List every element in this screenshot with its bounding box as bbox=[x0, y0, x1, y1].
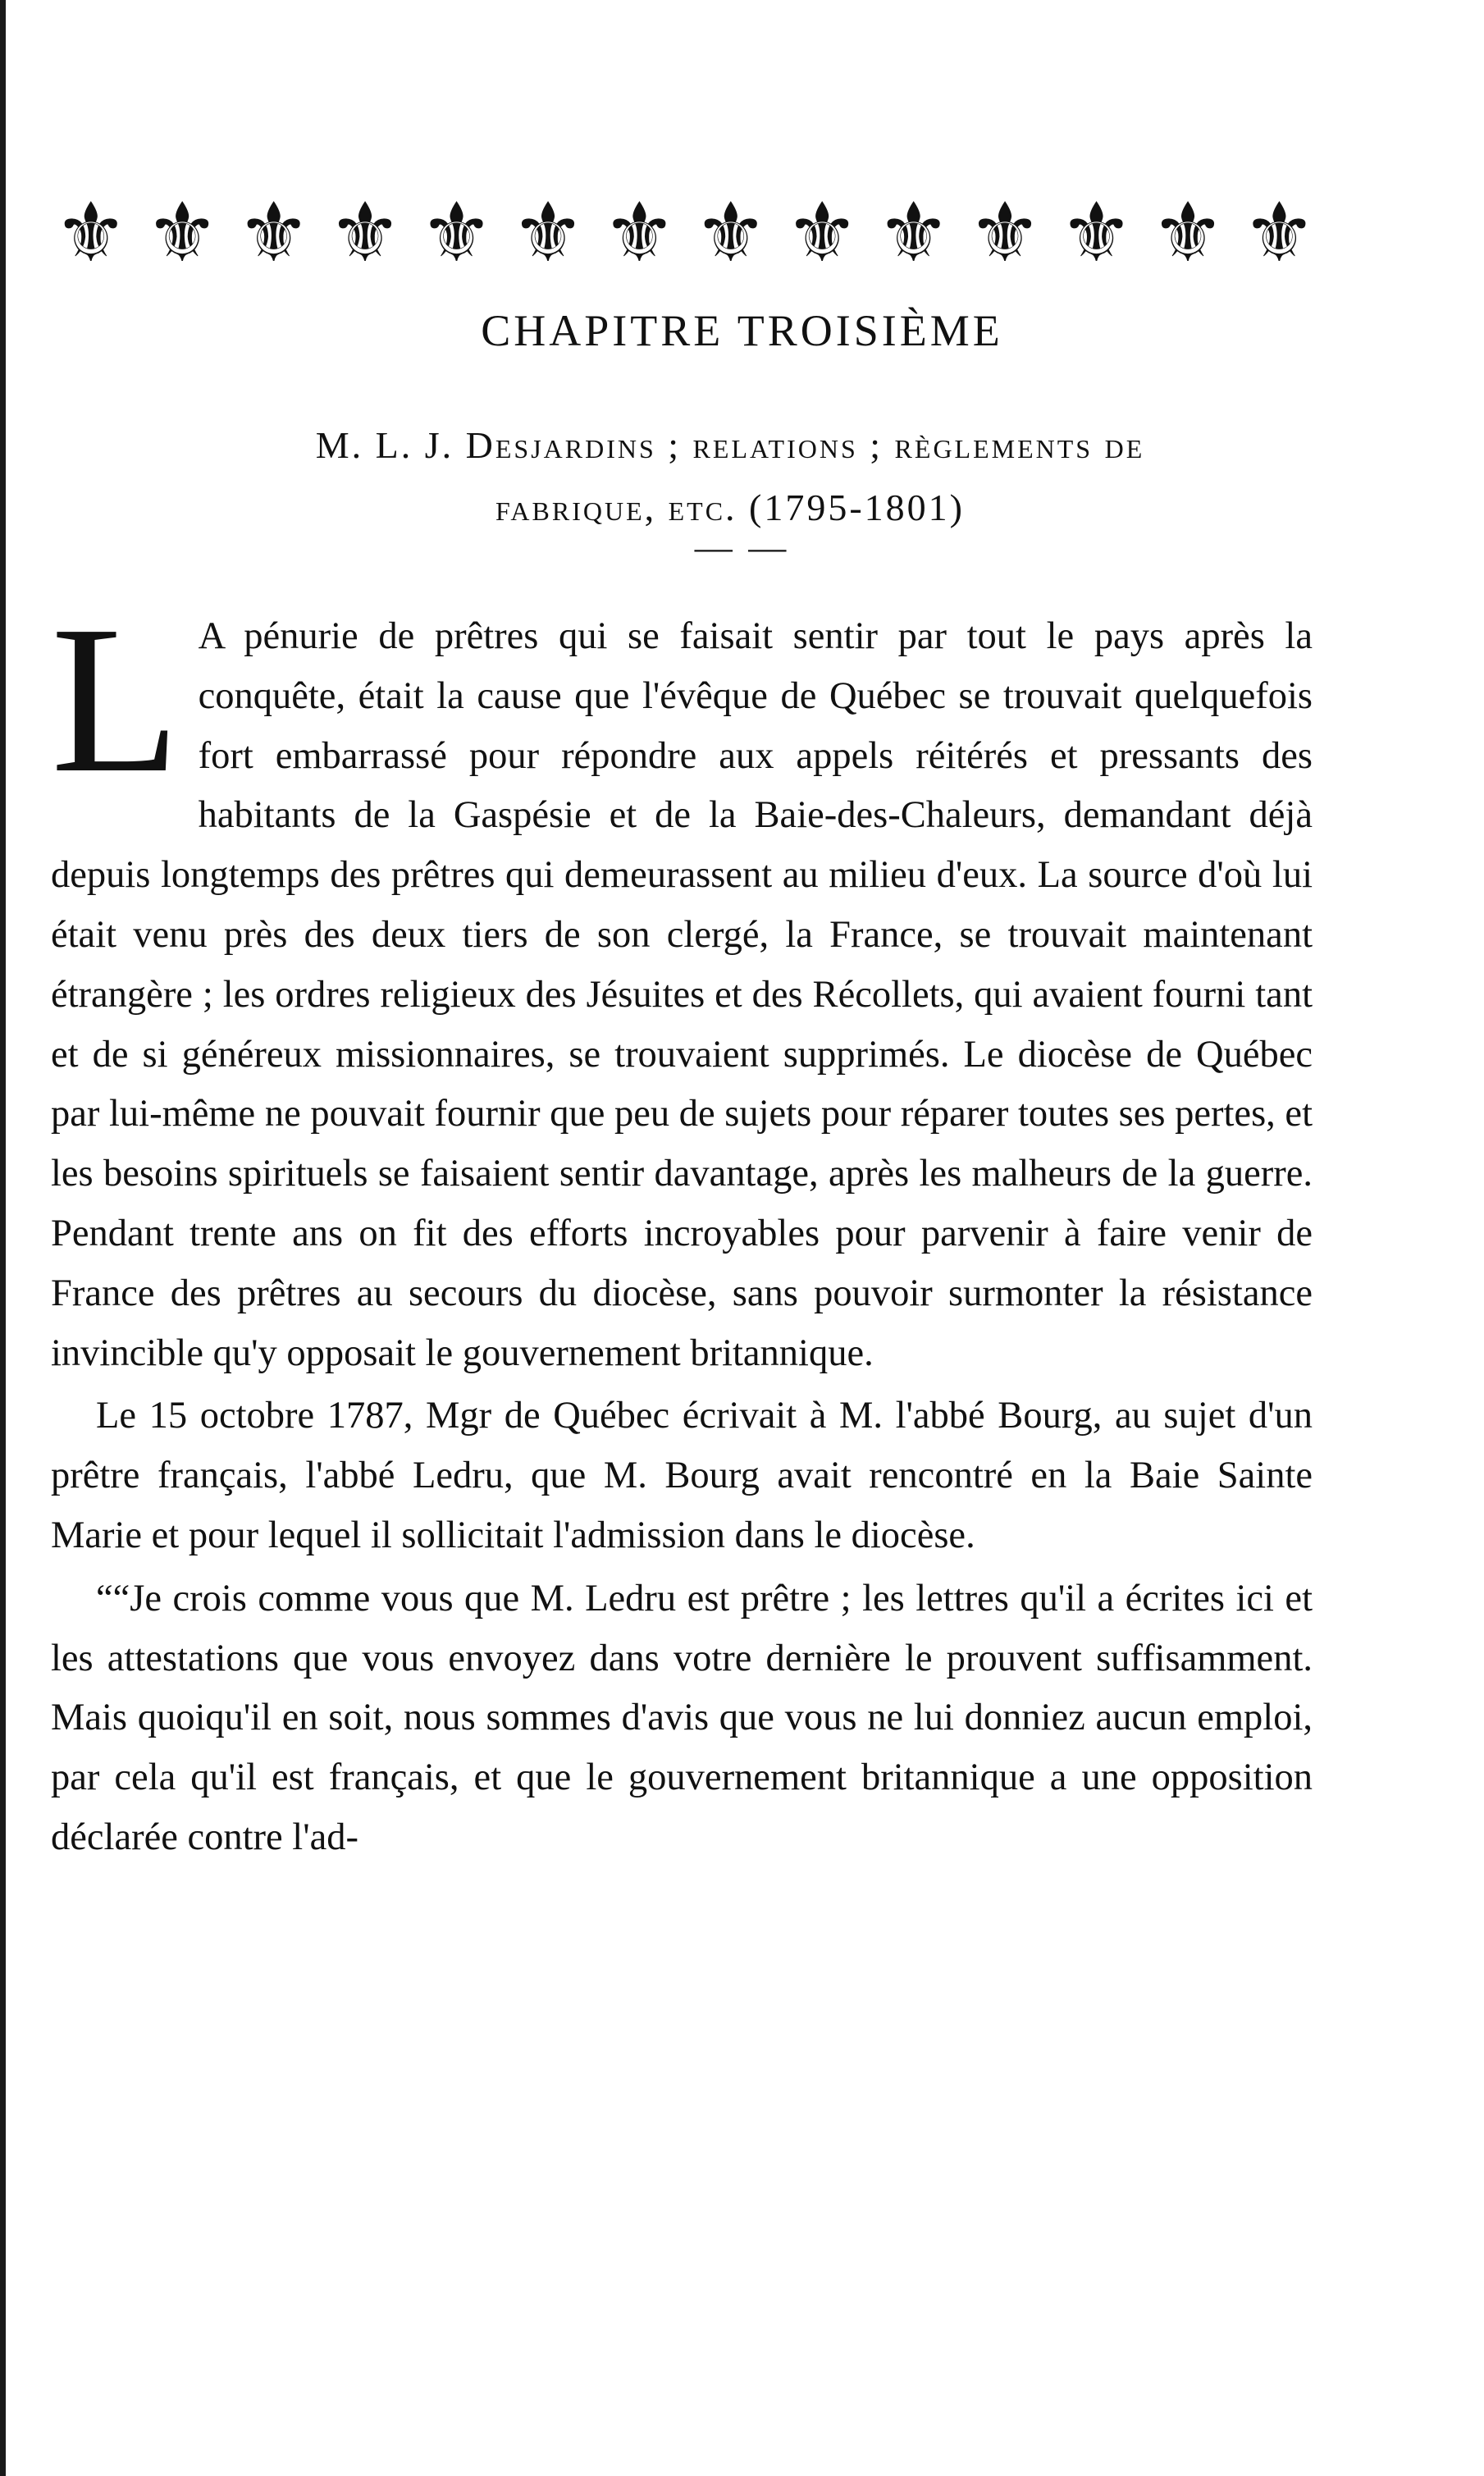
page-left-border bbox=[0, 0, 6, 2476]
fleur-de-lis-icon: ⚜ bbox=[968, 189, 1042, 279]
fleur-de-lis-icon: ⚜ bbox=[328, 189, 402, 279]
section-separator: — — bbox=[694, 526, 790, 568]
fleur-de-lis-ornament-row bbox=[45, 189, 1325, 279]
fleur-de-lis-icon: ⚜ bbox=[1242, 189, 1317, 279]
chapter-subtitle bbox=[90, 414, 1370, 539]
paragraph-1-text: A pénurie de prêtres qui se faisait sentir par tout le pays après la conquête, était la cause que l'évêque de Québec se trouvait quelquefois fort embarrassé pour répondre aux appels réitérés et pressants des habitants de la Gaspésie et de la Baie-des-Chaleurs, demandant déjà depuis longtemps des prêtres qui demeurassent au milieu d'eux. La source d'où lui était venu près des deux tiers de son clergé, la France, se trouvait maintenant étrangère ; les ordres religieux des Jésuites et des Récollets, qui avaient fourni tant et de si généreux missionnaires, se trouvaient supprimés. Le diocèse de Québec par lui-même ne pouvait fournir que peu de sujets pour réparer toutes ses pertes, et les besoins spirituels se faisaient sentir davantage, après les malheurs de la guerre. Pendant trente ans on fit des efforts incroyables pour parvenir à faire venir de France des prêtres au secours du diocèse, sans pouvoir surmonter la résistance invincible qu'y opposait le gouvernement britannique. bbox=[51, 615, 1313, 1374]
paragraph-2: Le 15 octobre 1787, Mgr de Québec écrivait à M. l'abbé Bourg, au sujet d'un prêtre français, l'abbé Ledru, que M. Bourg avait rencontré en la Baie Sainte Marie et pour lequel il sollicitait l'admission dans le diocèse. bbox=[51, 1395, 1313, 1556]
chapter-subtitle-line-2: fabrique, etc. (1795-1801) bbox=[495, 487, 966, 528]
fleur-de-lis-icon: ⚜ bbox=[693, 189, 768, 279]
chapter-subtitle-line-1: M. L. J. Desjardins ; relations ; règlements de bbox=[315, 424, 1145, 466]
paragraph-3: ““Je crois comme vous que M. Ledru est prêtre ; les lettres qu'il a écrites ici et les attestations que vous envoyez dans votre dernière le prouvent suffisamment. Mais quoiqu'il en soit, nous sommes d'avis que vous ne lui donniez aucun emploi, par cela qu'il est français, et que le gouvernement britannique a une opposition déclarée contre l'ad- bbox=[51, 1577, 1313, 1858]
fleur-de-lis-icon: ⚜ bbox=[1059, 189, 1134, 279]
fleur-de-lis-icon: ⚜ bbox=[145, 189, 219, 279]
fleur-de-lis-icon: ⚜ bbox=[876, 189, 951, 279]
fleur-de-lis-icon: ⚜ bbox=[236, 189, 311, 279]
fleur-de-lis-icon: ⚜ bbox=[1151, 189, 1225, 279]
fleur-de-lis-icon: ⚜ bbox=[785, 189, 859, 279]
fleur-de-lis-icon: ⚜ bbox=[419, 189, 494, 279]
fleur-de-lis-icon: ⚜ bbox=[602, 189, 677, 279]
chapter-title: CHAPITRE TROISIÈME bbox=[481, 306, 1003, 355]
drop-cap: L bbox=[51, 582, 180, 816]
body-text bbox=[51, 582, 1313, 1868]
fleur-de-lis-icon: ⚜ bbox=[511, 189, 585, 279]
fleur-de-lis-icon: ⚜ bbox=[53, 189, 128, 279]
paragraph-1 bbox=[51, 582, 1313, 1383]
